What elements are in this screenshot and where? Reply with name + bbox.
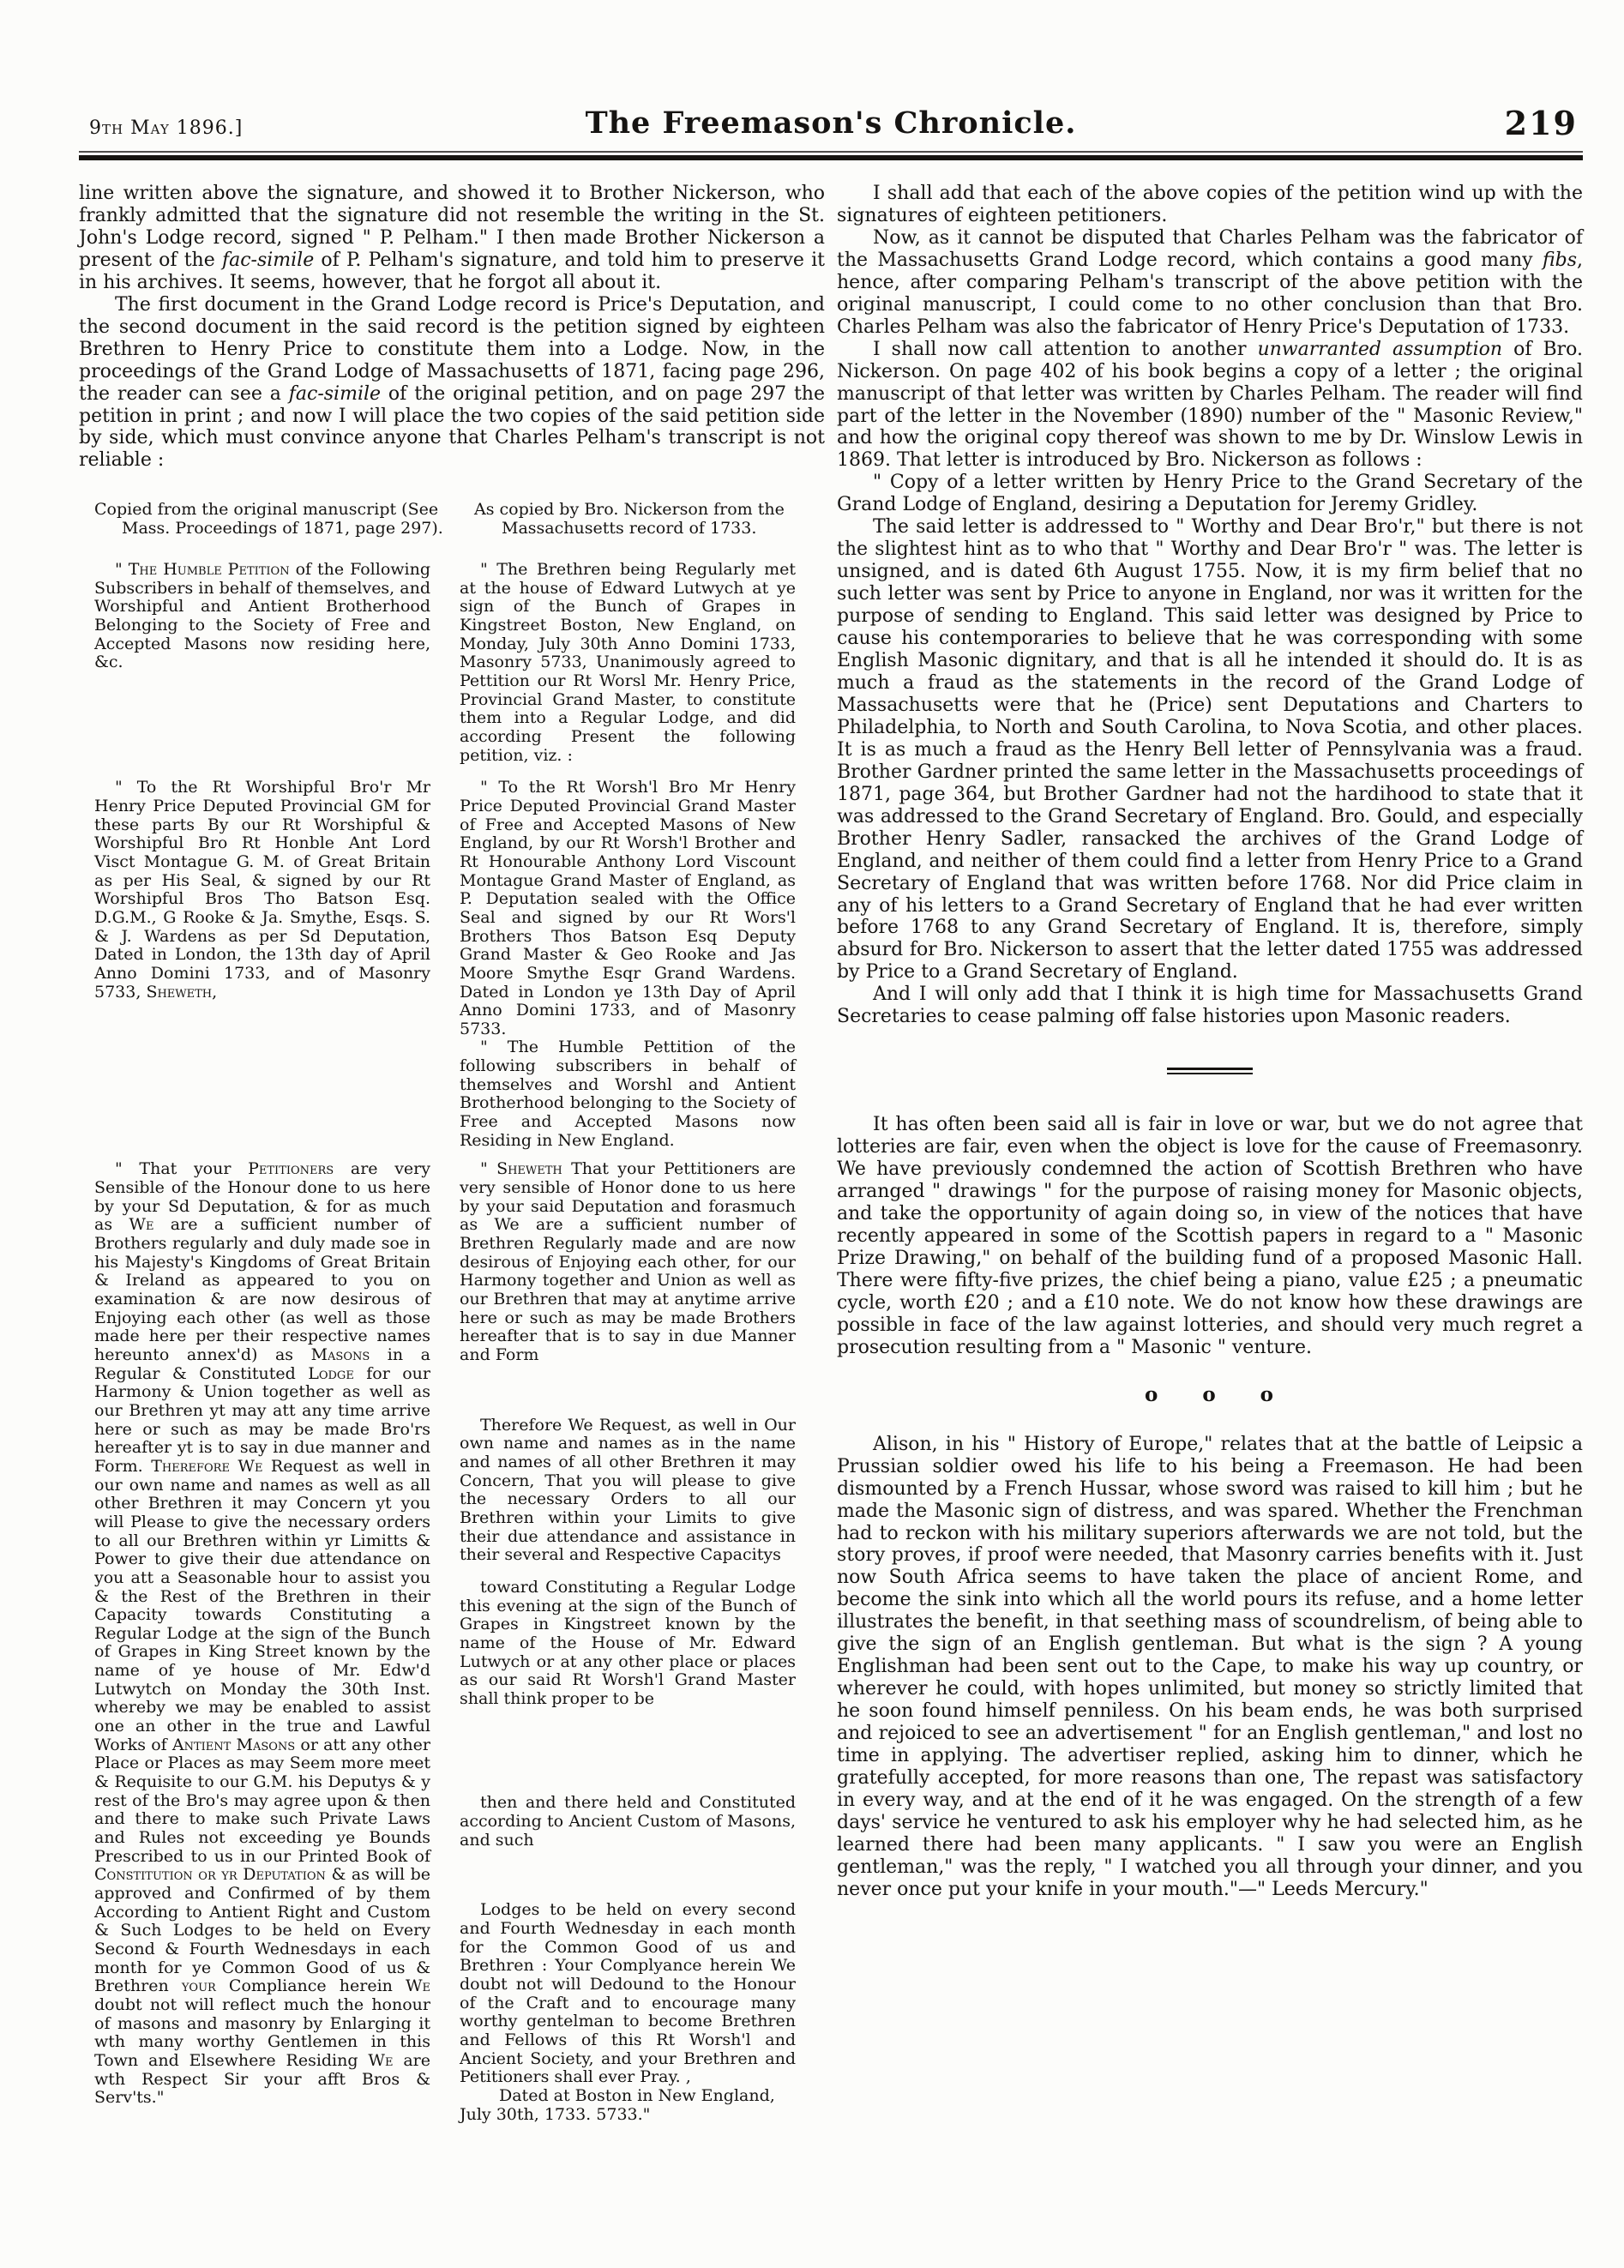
comparison-cell-right xyxy=(460,1160,796,2124)
section-separator-ooo: o o o xyxy=(1144,1382,1276,1406)
masthead xyxy=(79,96,1583,141)
caption-original-manuscript: Copied from the original manuscript (See Mass. Proceedings of 1871, page 297). xyxy=(94,500,443,538)
body-paragraph: The first document in the Grand Lodge record is Price's Deputation, and the second document in the said record is the petition signed by eighteen Brethren to Henry Price to constitute them into a Lodge. Now, in the proceedings of the Grand Lodge of Massachusetts of 1871, facing page 296, the reader can see a fac-simile of the original petition, and on page 297 the petition in print ; and now I will place the two copies of the said petition side by side, which must convince anyone that Charles Pelham's transcript is not reliable : xyxy=(79,293,825,472)
body-paragraph: And I will only add that I think it is high time for Massachusetts Grand Secretaries to cease palming off false histories upon Masonic readers. xyxy=(837,984,1583,1028)
petition-block: toward Constituting a Regular Lodge this evening at the sign of the Bunch of Grapes in Kingstreet known by the name of the House of Mr. Edward Lutwych or at any other place or places as our said Rt Worsh'l Grand Master shall think proper to be xyxy=(460,1577,796,1708)
masthead-rule-thin xyxy=(79,151,1583,153)
comparison-cell-left xyxy=(94,561,430,765)
comparison-cell-right xyxy=(460,779,796,1150)
comparison-cell-left xyxy=(94,779,430,1150)
petition-block: " Sheweth That your Pettitioners are very sensible of Honor done to us here by your said Deputation and forasmuch as We are a sufficient number of Brethren Regularly made and are now desirous of Enjoying each other, for our Harmony together and Union as well as our Brethren that may at anytime arrive here or such as may be made Brothers hereafter that is to say in due Manner and Form xyxy=(460,1159,797,1364)
body-paragraph: " Copy of a letter written by Henry Price to the Grand Secretary of the Grand Lodge of England, desiring a Deputation for Jeremy Gridley. xyxy=(837,472,1583,516)
petition-block: " To the Rt Worshipful Bro'r Mr Henry Price Deputed Provincial GM for these parts By our Rt Worshipful & Worshipful Bro Rt Honble Ant Lord Visct Montague G. M. of Great Britain as per His Seal, & signed by our Rt Worshipful Bros Tho Batson Esq. D.G.M., G Rooke & Ja. Smythe, Esqs. S. & J. Wardens as per Sd Deputation, Dated in London, the 13th day of April Anno Domini 1733, and of Masonry 5733, Sheweth, xyxy=(94,778,430,1002)
body-paragraph: Alison, in his " History of Europe," relates that at the battle of Leipsic a Prussian soldier owed his life to his being a Freemason. He had been dismounted by a French Hussar, whose sword was raised to kill him ; but he made the Masonic sign of distress, and was spared. Whether the Frenchman had to reckon with his military superiors afterwards we are not told, but the story proves, if proof were needed, that Masonry carries benefits with it. Just now South Africa seems to have taken the place of ancient Rome, and become the sink into which all the world pours its refuse, and a home letter illustrates the benefit, in that seething mass of scoundrelism, of being able to give the sign of an English gentleman. But what is the sign ? A young Englishman had been sent out to the Cape, to make his way up country, or wherever he could, with hopes unlimited, but money so strictly limited that he soon found himself penniless. On his beam ends, he was both surprised and rejoiced to see an advertisement " for an English gentleman," and lost no time in applying. The advertiser replied, asking him to dinner, which he gratefully accepted, for more reasons than one, The repast was satisfactory in every way, and at the end of it he was engaged. On the strength of a few days' service he ventured to ask his employer why he had selected him, as he learned there had been many applicants. " I saw you were an English gentleman," was the reply, " I watched you all through your dinner, and you never once put your knife in your mouth."—" Leeds Mercury." xyxy=(837,1433,1583,1900)
comparison-caption-row xyxy=(94,501,825,538)
body-paragraph: line written above the signature, and showed it to Brother Nickerson, who frankly admitted that the signature did not resemble the writing in the St. John's Lodge record, signed " P. Pelham." I then made Brother Nickerson a present of the fac-simile of P. Pelham's signature, and told him to preserve it in his archives. It seems, however, that he forgot all about it. xyxy=(79,183,825,293)
body-paragraph: Now, as it cannot be disputed that Charles Pelham was the fabricator of the Massachusetts Grand Lodge record, which contains a good many fibs, hence, after comparing Pelham's transcript of the above petition with the original manuscript, I could come to no other conclusion than that Bro. Charles Pelham was also the fabricator of Henry Price's Deputation of 1733. xyxy=(837,226,1583,338)
masthead-rule-thick xyxy=(79,155,1583,160)
petition-block: then and there held and Constituted according to Ancient Custom of Masons, and such xyxy=(460,1793,796,1850)
comparison-cell-right xyxy=(460,561,796,765)
petition-block: " The Brethren being Regularly met at the house of Edward Lutwych at ye sign of the Bunch of Grapes in Kingstreet Boston, New England, on Monday, July 30th Anno Domini 1733, Masonry 5733, Unanimously agreed to Pettition our Rt Worsl Mr. Henry Price, Provincial Grand Master, to constitute them into a Regular Lodge, and did according Present the following petition, viz. : xyxy=(460,560,796,765)
petition-block: Lodges to be held on every second and Fourth Wednesday in each month for the Common Good of us and Brethren : Your Complyance herein We doubt not will Dedound to the Honour of the Craft and to encourage many worthy gentelman to become Brethren and Fellows of this Rt Worsh'l and Ancient Society, and your Brethren and Petitioners shall ever Pray. , xyxy=(460,1900,796,2087)
right-column xyxy=(837,183,1583,2124)
body-paragraph: I shall now call attention to another unwarranted assumption of Bro. Nickerson. On page 402 of his book begins a copy of a letter ; the original manuscript of that letter was written by Charles Pelham. The reader will find part of the letter in the November (1890) number of the " Masonic Review," and how the original copy thereof was shown to me by Dr. Winslow Lewis in 1869. That letter is introduced by Bro. Nickerson as follows : xyxy=(837,338,1583,472)
body-paragraph: The said letter is addressed to " Worthy and Dear Bro'r," but there is not the slightest hint as to who that " Worthy and Dear Bro'r " was. The letter is unsigned, and is dated 6th August 1755. Now, it is my firm belief that no such letter was sent by Price to anyone in England, nor was it written for the purpose of sending to England. This said letter was designed by Price to cause his contemporaries to believe that he was corresponding with some English Masonic dignitary, and that is all he intended it should do. It is as much a fraud as the statements in the record of the Grand Lodge of Massachusetts were that he (Price) sent Deputations and Charters to Philadelphia, to North and South Carolina, to Nova Scotia, and other places. It is as much a fraud as the Henry Bell letter of Pennsylvania was a fraud. Brother Gardner printed the same letter in the Massachusetts proceedings of 1871, page 364, but Brother Gardner had not the hardihood to state that it was addressed to the Grand Secretary of England. Bro. Gould, and especially Brother Henry Sadler, ransacked the archives of the Grand Lodge of England, and neither of them could find a letter from Henry Price to a Grand Secretary of England that was written before 1768. Nor did Price claim in any of his letters to a Grand Secretary of England that he had ever written before 1768 to any Grand Secretary of England. It is, therefore, simply absurd for Bro. Nickerson to assert that the letter dated 1755 was addressed by Price to a Grand Secretary of England. xyxy=(837,516,1583,984)
petition-block: " To the Rt Worsh'l Bro Mr Henry Price Deputed Provincial Grand Master of Free and Accepted Masons of New England, by our Rt Worsh'l Brother and Rt Honourable Anthony Lord Viscount Montague Grand Master of England, as P. Deputation sealed with the Office Seal and signed by our Rt Wors'l Brothers Thos Batson Esq Deputy Grand Master & Geo Rooke and Jas Moore Smythe Esqr Grand Wardens. Dated in London ye 13th Day of April Anno Domini 1733, and of Masonry 5733. xyxy=(460,778,796,1038)
page-columns xyxy=(79,183,1583,2124)
newspaper-title: The Freemason's Chronicle. xyxy=(585,105,1077,141)
comparison-row-petition-title xyxy=(94,561,825,765)
comparison-row-body xyxy=(94,1160,825,2124)
petition-block: " That your Petitioners are very Sensible of the Honour done to us here by your Sd Deputation, & for as much as We are a sufficient number of Brothers regularly and duly made soe in his Majesty's Kingdoms of Great Britain & Ireland as appeared to you on examination & are now desirous of Enjoying each other (as well as those made here per their respective names hereunto annex'd) as Masons in a Regular & Constituted Lodge for our Harmony & Union together as well as our Brethren yt may att any time arrive here or such as may be made Bro'rs hereafter yt is to say in due manner and Form. Therefore We Request as well in our own name and names as well as all other Brethren it may Concern yt you will Please to give the necessary orders to all our Brethren within yr Limitts & Power to give their due attendance on you att a Seasonable hour to assist you & the Rest of the Brethren in their Capacity towards Constituting a Regular Lodge at the sign of the Bunch of Grapes in King Street known by the name of ye house of Mr. Edw'd Lutwytch on Monday the 30th Inst. whereby we may be enabled to assist one an other in the true and Lawful Works of Antient Masons or att any other Place or Places as may Seem more meet & Requisite to our G.M. his Deputys & y rest of the Bro's may agree upon & then and there to make such Private Laws and Rules not exceeding ye Bounds Prescribed to us in our Printed Book of Constitution or yr Deputation & as will be approved and Confirmed of by them According to Antient Right and Custom & Such Lodges to be held on Every Second & Fourth Wednesdays in each month for ye Common Good of us & Brethren your Compliance herein We doubt not will reflect much the honour of masons and masonry by Enlarging it wth many worthy Gentlemen in this Town and Elsewhere Residing We are wth Respect Sir your afft Bros & Serv'ts." xyxy=(94,1159,431,2108)
petition-block: " The Humble Petition of the Following Subscribers in behalf of themselves, and Worshipful and Antient Brotherhood Belonging to the Society of Free and Accepted Masons now residing here, &c. xyxy=(94,560,431,672)
caption-nickerson-copy: As copied by Bro. Nickerson from the Massachusetts record of 1733. xyxy=(474,500,785,538)
petition-dateline: Dated at Boston in New England, July 30th, 1733. 5733." xyxy=(460,2086,775,2124)
page-number: 219 xyxy=(1504,104,1578,142)
body-paragraph: I shall add that each of the above copies of the petition wind up with the signatures of eighteen petitioners. xyxy=(837,183,1583,226)
body-paragraph: It has often been said all is fair in love or war, but we do not agree that lotteries are fair, even when the object is love for the cause of Freemasonry. We have previously condemned the action of Scottish Brethren who have arranged " drawings " for the purpose of raising money for Masonic objects, and take the opportunity of again doing so, in view of the notices that have recently appeared in some of the Scottish papers in regard to a " Masonic Prize Drawing," on behalf of the building fund of a proposed Masonic Hall. There were fifty-five prizes, the chief being a piano, value £25 ; a pneumatic cycle, worth £20 ; and a £10 note. We do not know how these drawings are possible in face of the law against lotteries, and should very much regret a prosecution resulting from a " Masonic " venture. xyxy=(837,1114,1583,1358)
issue-date: 9th May 1896.] xyxy=(89,117,244,139)
article-divider-rule xyxy=(1167,1068,1253,1074)
petition-block: " The Humble Pettition of the following subscribers in behalf of themselves and Worshl and Antient Brotherhood belonging to the Society of Free and Accepted Masons now Residing in New England. xyxy=(460,1038,796,1150)
comparison-row-address xyxy=(94,779,825,1150)
comparison-cell-left xyxy=(94,1160,430,2124)
petition-block: Therefore We Request, as well in Our own name and names as in the name and names of all other Brethren it may Concern, That you will please to give the necessary Orders to all our Brethren within your Limits to give their due attendance and assistance in their several and Respective Capacitys xyxy=(460,1415,796,1565)
petition-comparison xyxy=(79,501,825,2124)
left-column xyxy=(79,183,825,2124)
